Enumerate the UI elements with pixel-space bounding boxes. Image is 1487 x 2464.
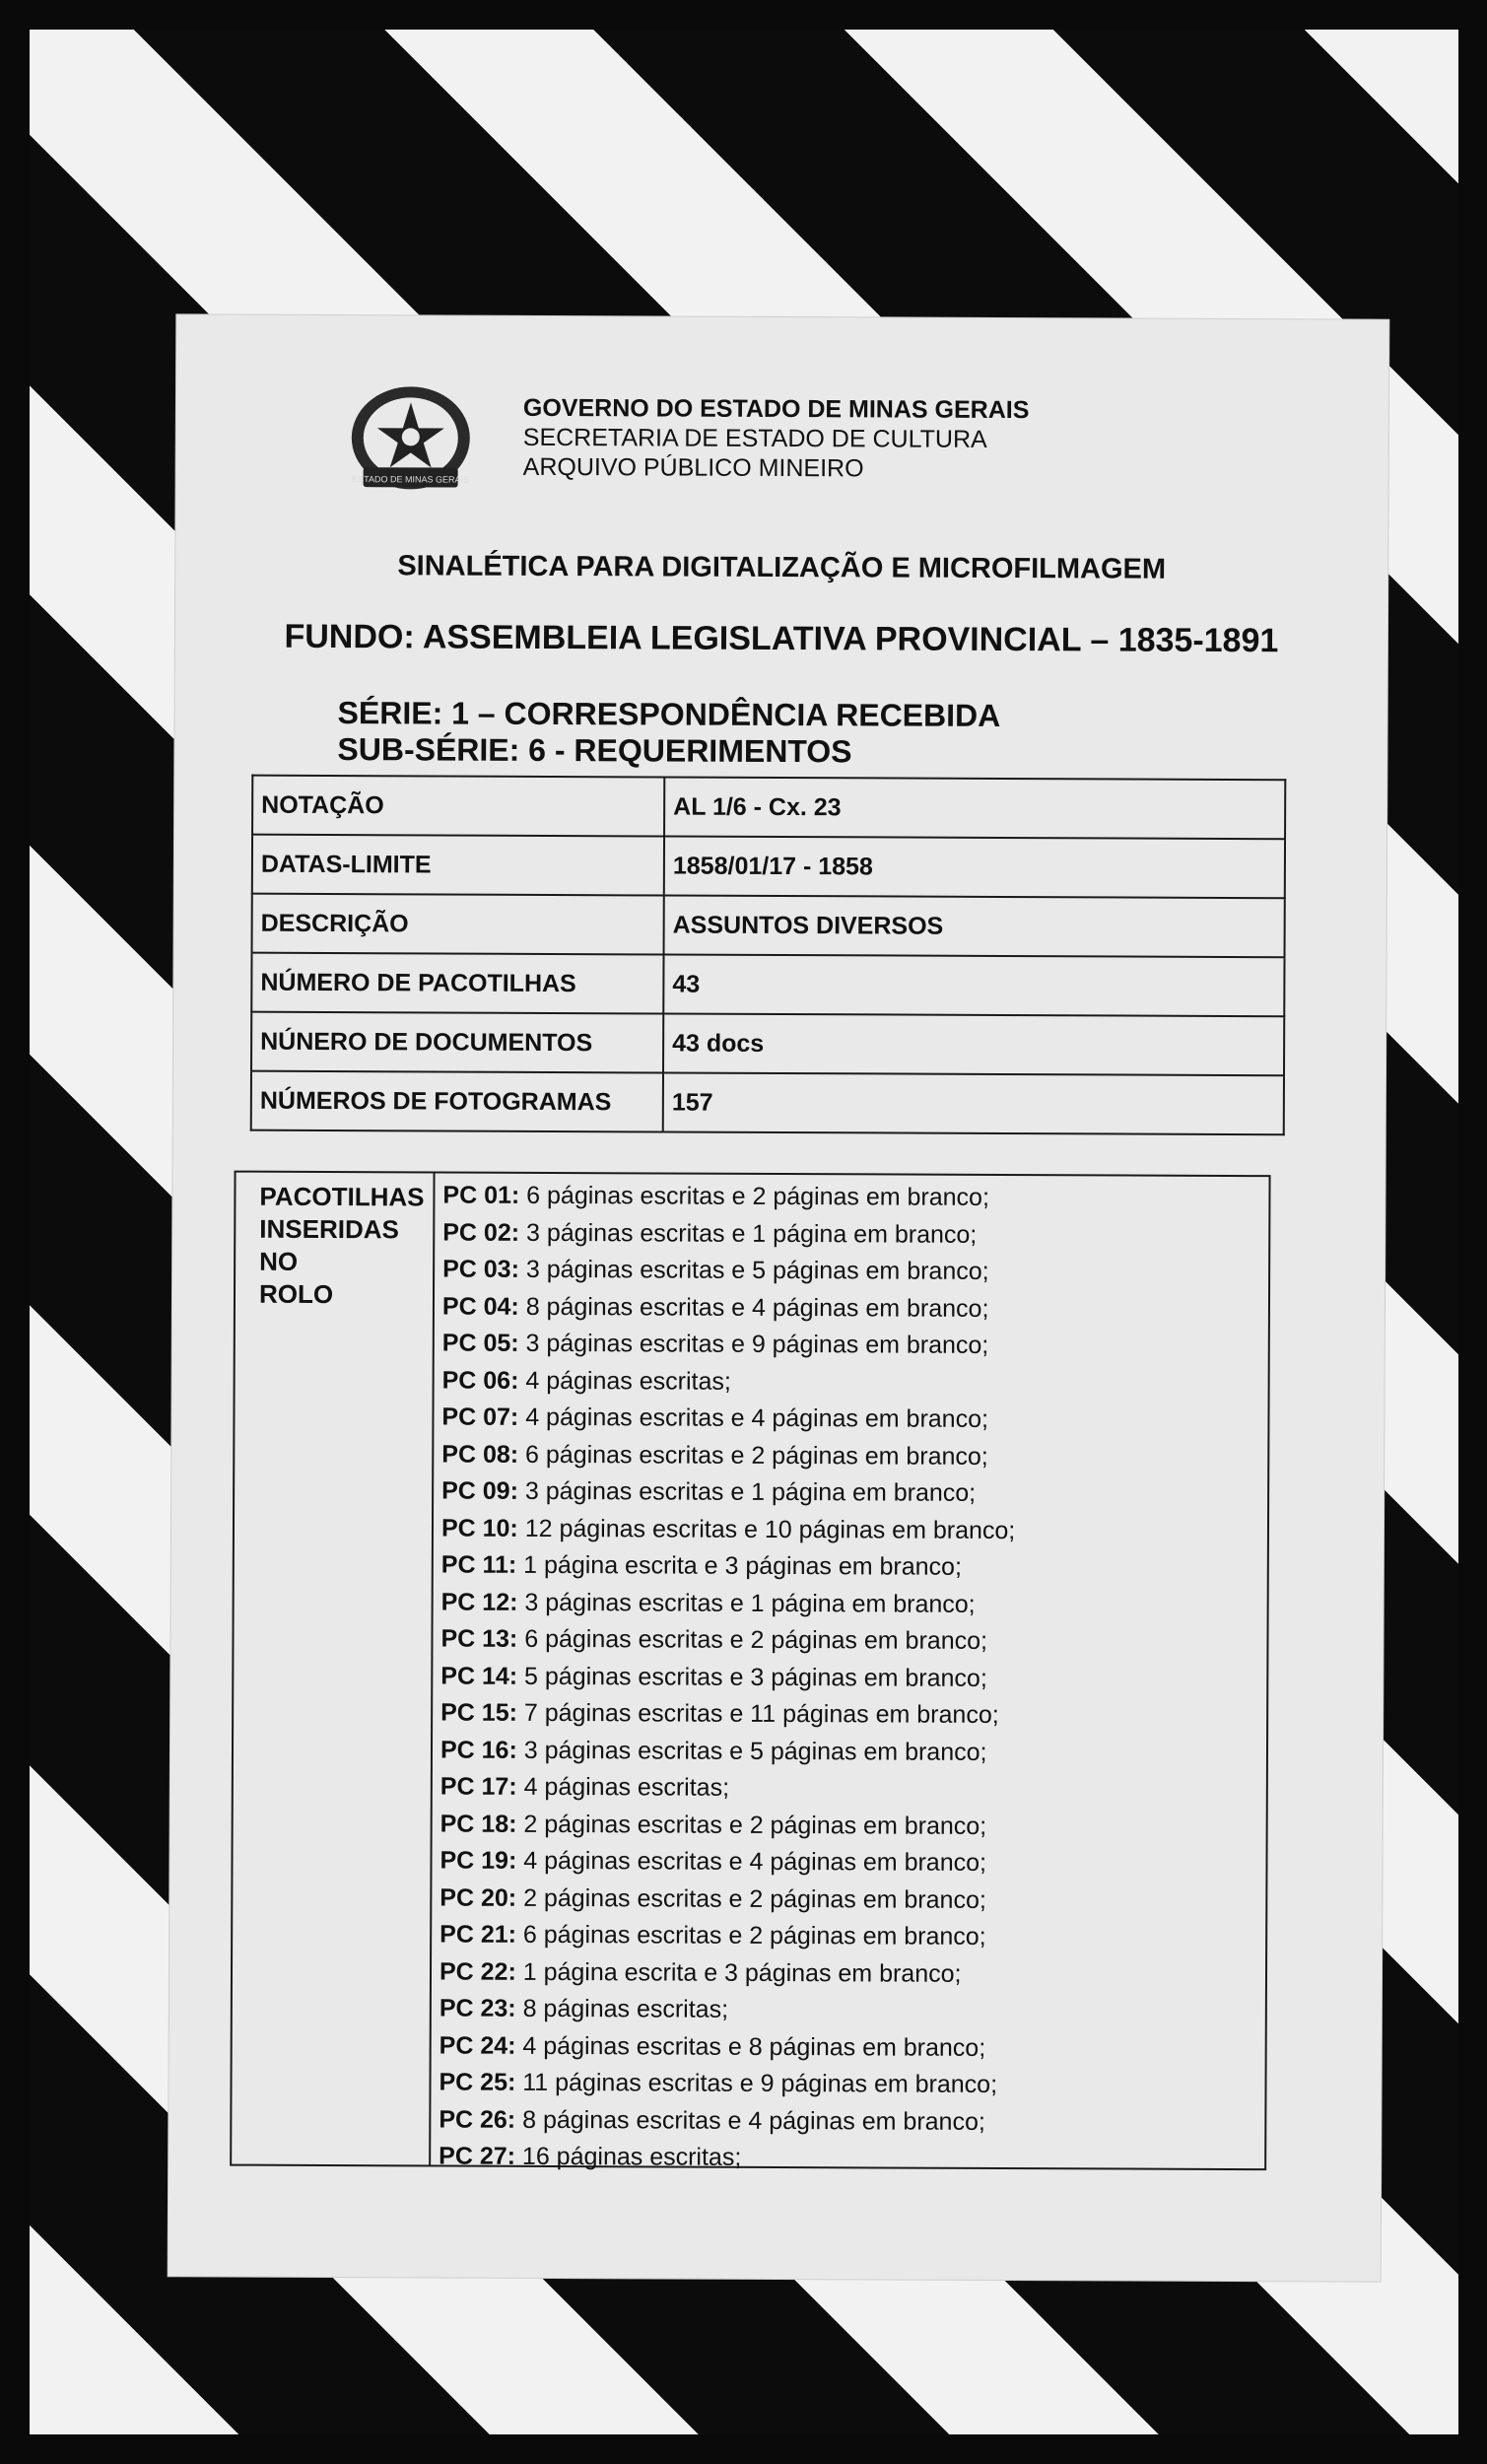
pacotilha-code: PC 14: (440, 1662, 518, 1690)
pacotilha-description: 8 páginas escritas; (522, 1994, 729, 2023)
pacotilha-code: PC 06: (441, 1366, 519, 1395)
subserie-heading: SUB-SÉRIE: 6 - REQUERIMENTOS (337, 731, 852, 770)
row-value: 43 (663, 954, 1284, 1016)
document-title: SINALÉTICA PARA DIGITALIZAÇÃO E MICROFILMAGEM (397, 550, 1167, 585)
pacotilha-code: PC 16: (439, 1736, 517, 1764)
pacotilha-code: PC 07: (441, 1403, 519, 1431)
pacotilha-description: 4 páginas escritas; (523, 1772, 730, 1802)
pacotilha-code: PC 10: (440, 1514, 518, 1542)
list-item (442, 1288, 1268, 1329)
svg-text:ESTADO DE MINAS GERAIS: ESTADO DE MINAS GERAIS (352, 474, 470, 485)
pacotilha-code: PC 21: (439, 1920, 517, 1949)
pacotilha-description: 3 páginas escritas e 5 páginas em branco; (523, 1736, 987, 1766)
pacotilha-code: PC 12: (440, 1588, 518, 1616)
list-item (440, 1806, 1266, 1846)
pacotilha-code: PC 02: (442, 1218, 520, 1247)
table-row (251, 1012, 1284, 1076)
pacotilha-description: 1 página escrita e 3 páginas em branco; (522, 1957, 962, 1988)
pacotilha-description: 3 páginas escritas e 1 página em branco; (525, 1218, 978, 1249)
pacotilha-code: PC 27: (439, 2142, 516, 2170)
pacotilha-description: 8 páginas escritas e 4 páginas em branco; (525, 1292, 989, 1323)
list-item (439, 2027, 1265, 2068)
pacotilha-description: 6 páginas escritas e 2 páginas em branco; (522, 1920, 986, 1951)
list-item (440, 1769, 1266, 1810)
list-item (439, 1917, 1265, 1957)
pacotilha-code: PC 13: (440, 1624, 518, 1653)
institution-government: GOVERNO DO ESTADO DE MINAS GERAIS (522, 393, 1030, 425)
pacotilhas-box (230, 1171, 1270, 2171)
pacotilha-description: 4 páginas escritas e 4 páginas em branco; (523, 1846, 987, 1877)
list-item (439, 1880, 1265, 1920)
pacotilha-description: 12 páginas escritas e 10 páginas em branco; (524, 1514, 1016, 1544)
pacotilha-code: PC 01: (442, 1181, 520, 1209)
pacotilha-code: PC 23: (439, 1994, 516, 2022)
state-seal-icon (344, 382, 479, 504)
pacotilha-code: PC 03: (442, 1255, 519, 1283)
pacotilha-description: 2 páginas escritas e 2 páginas em branco; (523, 1883, 986, 1914)
list-item (439, 1843, 1265, 1883)
pacotilhas-label-line: PACOTILHAS (259, 1181, 425, 1212)
pacotilha-code: PC 17: (439, 1772, 517, 1801)
pacotilha-description: 4 páginas escritas e 8 páginas em branco; (522, 2031, 986, 2062)
pacotilha-description: 3 páginas escritas e 5 páginas em branco; (525, 1255, 989, 1285)
list-item (440, 1621, 1266, 1662)
pacotilha-code: PC 04: (441, 1292, 519, 1321)
list-item (442, 1214, 1268, 1255)
pacotilha-description: 3 páginas escritas e 9 páginas em branco; (525, 1329, 989, 1359)
pacotilha-code: PC 19: (439, 1846, 517, 1875)
row-value: 1858/01/17 - 1858 (664, 836, 1285, 898)
pacotilhas-label-line: INSERIDAS NO (259, 1213, 399, 1276)
table-row (251, 1071, 1284, 1135)
pacotilha-code: PC 24: (439, 2031, 516, 2060)
pacotilhas-label-line: ROLO (258, 1278, 334, 1310)
table-row (252, 835, 1285, 899)
row-value: 157 (663, 1072, 1284, 1134)
pacotilha-description: 3 páginas escritas e 1 página em branco; (524, 1476, 977, 1507)
pacotilha-description: 6 páginas escritas e 2 páginas em branco; (526, 1181, 990, 1211)
pacotilha-code: PC 15: (440, 1698, 518, 1727)
pacotilhas-label (232, 1173, 435, 2165)
list-item (440, 1695, 1266, 1736)
pacotilha-code: PC 05: (441, 1329, 519, 1357)
row-value: ASSUNTOS DIVERSOS (664, 895, 1285, 957)
list-item (439, 2139, 1264, 2179)
list-item (439, 2101, 1264, 2142)
pacotilha-description: 16 páginas escritas; (521, 2142, 742, 2171)
pacotilha-description: 6 páginas escritas e 2 páginas em branco; (524, 1624, 988, 1655)
pacotilha-code: PC 25: (439, 2068, 516, 2096)
institution-secretariat: SECRETARIA DE ESTADO DE CULTURA (522, 423, 987, 453)
list-item (440, 1658, 1266, 1698)
pacotilha-description: 3 páginas escritas e 1 página em branco; (524, 1588, 976, 1618)
list-item (439, 1953, 1265, 1994)
list-item (441, 1510, 1267, 1550)
fundo-heading: FUNDO: ASSEMBLEIA LEGISLATIVA PROVINCIAL – 1835-1891 (284, 617, 1279, 660)
row-label: NÚMEROS DE FOTOGRAMAS (251, 1071, 663, 1132)
list-item (441, 1547, 1267, 1588)
pacotilha-description: 5 páginas escritas e 3 páginas em branco; (524, 1662, 987, 1692)
pacotilha-code: PC 11: (440, 1550, 517, 1579)
pacotilha-code: PC 09: (441, 1476, 519, 1505)
list-item (441, 1436, 1267, 1476)
table-row (252, 894, 1285, 958)
list-item (440, 1732, 1266, 1772)
row-value: 43 docs (663, 1013, 1284, 1075)
pacotilha-code: PC 18: (439, 1810, 517, 1838)
pacotilha-description: 7 páginas escritas e 11 páginas em branco; (523, 1698, 999, 1729)
list-item (441, 1473, 1267, 1514)
pacotilha-code: PC 26: (439, 2105, 516, 2134)
row-label: NOTAÇÃO (252, 776, 664, 837)
pacotilhas-list (439, 1178, 1268, 2179)
list-item (442, 1326, 1268, 1366)
metadata-table (250, 775, 1287, 1136)
pacotilha-description: 6 páginas escritas e 2 páginas em branco; (525, 1440, 988, 1471)
pacotilha-code: PC 20: (439, 1883, 517, 1912)
row-label: NÚMERO DE PACOTILHAS (251, 953, 663, 1014)
table-row (252, 776, 1285, 840)
institution-archive: ARQUIVO PÚBLICO MINEIRO (522, 452, 864, 483)
list-item (439, 1991, 1265, 2031)
row-label: NÚNERO DE DOCUMENTOS (251, 1012, 663, 1073)
list-item (442, 1362, 1268, 1403)
table-row (251, 953, 1284, 1017)
pacotilha-description: 1 página escrita e 3 páginas em branco; (523, 1550, 962, 1581)
pacotilha-description: 11 páginas escritas e 9 páginas em branco; (522, 2068, 998, 2098)
list-item (441, 1400, 1267, 1440)
list-item (442, 1252, 1268, 1292)
list-item (439, 2065, 1264, 2105)
document-sheet (169, 314, 1389, 2281)
serie-heading: SÉRIE: 1 – CORRESPONDÊNCIA RECEBIDA (337, 695, 1001, 733)
row-label: DESCRIÇÃO (252, 894, 664, 955)
pacotilha-description: 4 páginas escritas; (525, 1366, 731, 1396)
pacotilha-description: 4 páginas escritas e 4 páginas em branco; (525, 1403, 989, 1433)
pacotilha-description: 2 páginas escritas e 2 páginas em branco; (523, 1810, 987, 1840)
pacotilha-code: PC 22: (439, 1957, 516, 1986)
list-item (442, 1178, 1268, 1218)
row-value: AL 1/6 - Cx. 23 (664, 777, 1285, 839)
row-label: DATAS-LIMITE (252, 835, 664, 896)
pacotilha-code: PC 08: (441, 1440, 519, 1469)
pacotilha-description: 8 páginas escritas e 4 páginas em branco; (522, 2105, 985, 2136)
list-item (441, 1584, 1267, 1624)
